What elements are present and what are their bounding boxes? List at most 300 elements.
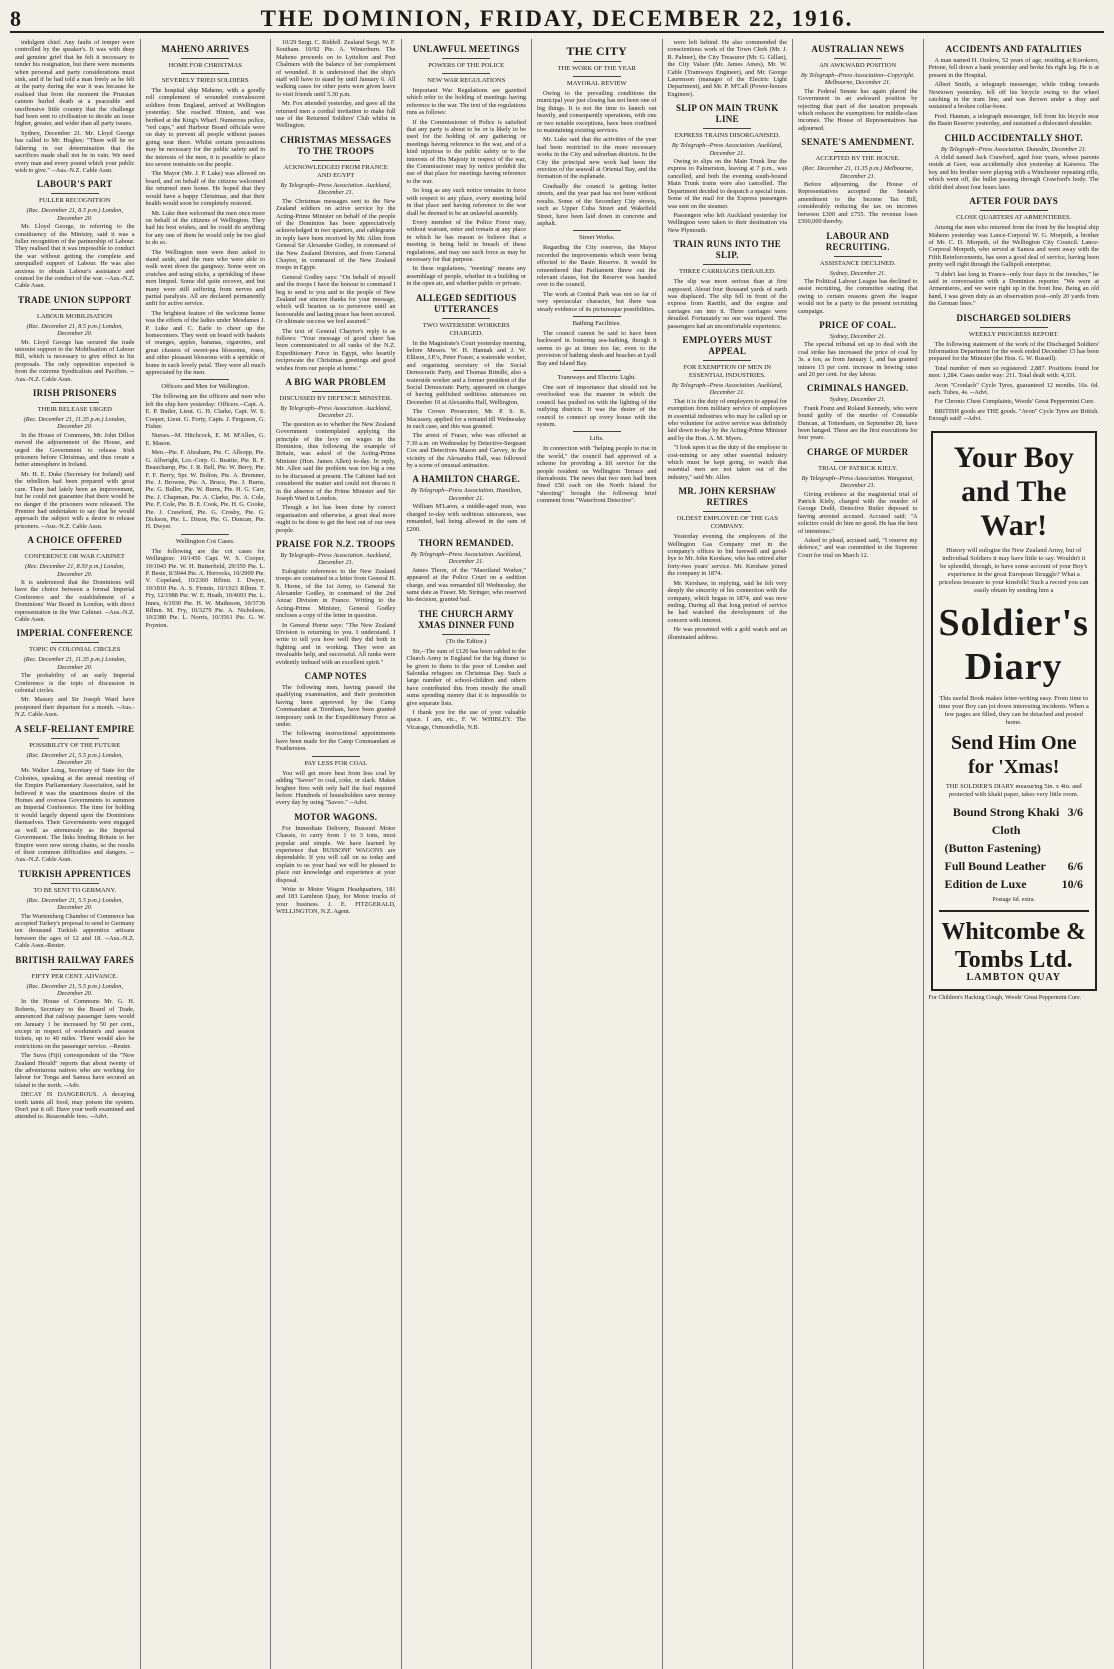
paragraph: James Thorn, of the "Maoriland Worker," appeared at the Police Court on a sedition charge, and was remanded till Wednesday, the same date as Fraser. Mr. Stringer, who reserved his decision, granted bail.: [406, 566, 526, 604]
divider: [312, 160, 360, 161]
article: [537, 370, 657, 428]
paragraph: Important War Regulations are gazetted which refer to the holding of meetings having reference to the war. The text of the regulations runs as follows:: [406, 87, 526, 117]
divider: [703, 360, 751, 361]
divider: [442, 634, 490, 635]
article-body: [276, 198, 396, 372]
paragraph: The Wurtemberg Chamber of Commerce has accepted Turkey's proposal to send to Germany ten thousand Turkish apprentice artisans between the ages of 12 and 18. --Aus.-N.Z. Cable Assn.-Reuter.: [15, 912, 135, 950]
paragraph: One sort of importance that should not be overlooked was the manner in which the council has pushed on with the lighting of the outlying districts. It was the desire of the council to connect up every house with the system.: [537, 384, 657, 429]
article-subheadline: POSSIBILITY OF THE FUTURE: [29, 741, 121, 749]
article-body: [537, 330, 657, 367]
article-body: [537, 90, 657, 227]
paragraph: Mr. H. E. Duke (Secretary for Ireland) said the rebellion had been prepared with great care. There had lately been an improvement, but he could not guarantee that there would be no danger if the prisoners were released. The Premier had undertaken to say that he would approach the subject with a desire to release prisoners. --Aus.-N.Z. Cable Assn.: [15, 470, 135, 530]
article-subheadline: Lifts.: [589, 435, 604, 443]
paragraph: In the Magistrate's Court yesterday morning, before Messrs. W. H. Hannah and J. W. Ellison, J.P.'s, Peter Fraser, a waterside worker, and organising secretary of the Social Democratic Party, and Thomas Brindle, also a waterside worker and a former president of the Social Democratic Party, appeared on charges of having published seditious utterances on December 10 at Alexandra Hall, Wellington.: [406, 339, 526, 406]
paragraph: The Christmas messages sent to the New Zealand soldiers on active service by the Acting-Prime Minister on behalf of the people of the Dominion has been appreciatively acknowledged in two quarters, and cablegrams in reply have been received by Mr. Allen from General Sir Alexander Godley, in command of the New Zealand Division, and from General Chaytor, in command of the New Zealand troops in Egypt.: [276, 197, 396, 272]
paragraph: Mr. Luke said that the activities of the year had been restricted to the more necessary works in the City and suburban districts. In the City the principal new work had been the erection of the seawall at Oriental Bay, and the formation of the esplanade.: [537, 136, 657, 181]
paragraph: You will get more heat from less coal by adding "Savoo" to coal, coke, or slack. Makes brighter fires with only half the fuel required before. Hundreds of householders save money every day by using "Savoo." --Advt.: [276, 769, 396, 807]
article-subheadline: MAYORAL REVIEW: [566, 80, 627, 87]
article-dateline: (Rec. December 21, 8.5 p.m.) London, December 20.: [26, 207, 123, 222]
article-subheadline: NEW WAR REGULATIONS: [427, 77, 506, 84]
article-body: [276, 684, 396, 753]
divider: [573, 370, 621, 371]
article-body: [537, 384, 657, 428]
article-body: [929, 224, 1099, 307]
article-subheadline: WEEKLY PROGRESS REPORT.: [968, 330, 1059, 338]
paragraph: The brightest feature of the welcome home was the efforts of the ladies under Mesdames J. P. Luke and C. Earle to cheer up the homecomers. They went on board with baskets of oranges, apples, bananas, cigarettes, and great clusters of sweet-pea blossoms, roses, and other pleasant blossoms with a sprinkle of home in each lovely petal. They were all much appreciated by the men.: [145, 309, 265, 377]
paragraph: The following instructional appointments have been made for the Camp Commandant at Featherston.: [276, 730, 396, 753]
divider: [312, 756, 360, 757]
article: [668, 335, 788, 481]
advertisement-soldiers-diary: [931, 431, 1097, 992]
divider: [442, 73, 490, 74]
article: [276, 671, 396, 753]
article-dateline: By Telegraph--Press Association. Wanganui, December 21.: [801, 474, 914, 490]
article-headline: CAMP NOTES: [304, 671, 367, 682]
divider: [573, 431, 621, 432]
article-body: [407, 87, 527, 288]
article-headline: SENATE'S AMENDMENT.: [801, 137, 915, 148]
paragraph: The following are the cot cases for Wellington: 10/1450 Capt. W. S. Cooper, 10/1043 Pte. W. H. Butterfield, 29/350 Pte. L. P. Beste, 8/3044 Pte. A. Horrocks, 10/2909 Pte. V. Copeland, 10/2360 Rflmn. J. Dwyer, 10/1810 Pte. A. S. Firmin, 10/1923 Rflmn. T. Fry, 12/1988 Pte. W. E. Heath, 10/4093 Pte. L. Innes, 6/1930 Pte. H. W. Matheson, 10/3736 Rflmn. M. Fry, 10/3279 Pte. A. Nicholson, 10/2380 Pte. L. Norris, 10/3561 Pte. G. W. Poynton.: [145, 547, 265, 629]
article-body: [15, 339, 135, 383]
article-subheadline: Bathing Facilities.: [572, 319, 621, 327]
article-dateline: By Telegraph--Press Association. Auckland, December 21.: [410, 550, 522, 566]
divider: [51, 309, 99, 310]
article: [15, 869, 135, 950]
article-body: [15, 913, 135, 950]
paragraph: The following men, having passed the qualifying examination, and their promotion having been approved by the Camp Commandant at Trentham, have been granted temporary rank in the Expeditionary Force as under.: [276, 684, 396, 729]
ad-headline: Your Boy and The War!: [953, 440, 1074, 542]
article: [407, 538, 527, 604]
paragraph: Mr. Lloyd George, in referring to the constituency of the Ministry, said it was a fuller recognition of the partnership of Labour. They realised that it was impossible to conduct the war without getting the complete and unequalled support of Labour. He was also anxious to obtain Labour's assistance and counsel for the conduct of the war. --Aus.-N.Z. Cable Assn.: [15, 223, 135, 290]
paragraph: Mr. Fox attended yesterday, and gave all the returned men a cordial invitation to make full use of the Returned Soldiers' Club whilst in Wellington.: [276, 100, 396, 130]
article-headline: UNLAWFUL MEETINGS: [412, 44, 520, 54]
article: [407, 293, 527, 470]
article-dateline: Sydney, December 21.: [829, 396, 886, 404]
article: [929, 44, 1099, 128]
article-body: [407, 648, 527, 731]
article-body: [276, 39, 396, 130]
paragraph: Regarding the City reserves, the Mayor recorded the improvements which were being effected to the Basin Reserve. It would be remembered that Parliament threw out the relevant clause, but the Reserve was handed over to the council.: [537, 244, 657, 289]
paragraph: Among the men who returned from the front by the hospital ship Maheno yesterday was Lance-Corporal W. G. Morpeth, a brother of Mr. C. D. Morpeth, of the Wellington City Council. Lance-Corporal Morpeth, who served at Samoa and went away with the Fifth Reinforcements, has seen a good deal of service, having been pretty well right through the Gallipoli enterprise.: [928, 224, 1099, 269]
paragraph: Mr. Luke then welcomed the men once more on behalf of the citizens of Wellington. They had his best wishes, and he could do anything for any one of them he would only be too glad to do so.: [145, 209, 265, 247]
article-dateline: By Telegraph--Press Association. Auckland, December 21.: [280, 181, 392, 197]
divider: [834, 461, 882, 462]
ad-intro: History will eulogise the New Zealand Army, but of individual Soldiers it may have little to say. Wouldn't it be splendid, though, to have some account of your Boy's experience in the great European Struggle? What a priceless treasure to your kinsfolk! Such a record you can easily obtain by sending him a: [938, 546, 1089, 594]
article: [15, 295, 135, 383]
ad-footer-note: For Children's Hacking Cough, Woods' Great Peppermint Cure.: [928, 995, 1082, 1002]
article-body: [146, 393, 266, 530]
paragraph: In these regulations, "meeting" means any assemblage of people, whether in a building or in the open air, and whether public or private.: [406, 265, 526, 288]
article: [15, 39, 135, 174]
article: [146, 44, 266, 376]
article-subheadline: AN AWKWARD POSITION: [819, 62, 897, 69]
article: [929, 133, 1099, 191]
article: [537, 44, 657, 227]
article-headline: MR. JOHN KERSHAW RETIRES: [678, 486, 777, 508]
paragraph: The probability of an early Imperial Conference is the topic of discussion in colonial circles.: [15, 672, 135, 694]
article-headline: CHARGE OF MURDER: [807, 446, 909, 457]
article-dateline: Sydney, December 21.: [829, 332, 886, 340]
paragraph: Giving evidence at the magisterial trial of Patrick Kiely, charged with the murder of George Dodd, Detective Butler deposed to having arrested accused. Accused said: "A solicitor could do him no good. He has the best of intentions.": [798, 490, 918, 535]
article-subheadline: LABOUR MOBILISATION: [36, 312, 113, 320]
price-row: [939, 803, 1089, 839]
price-row: [939, 875, 1089, 893]
article-body: [407, 340, 527, 470]
article: [929, 196, 1099, 307]
paragraph: That it is the duty of employers to appeal for exemption from military service of employees in essential industries who may be called up or who volunteer for active service was definitely laid down to-day by the Acting-Prime Minister and by the Hon. A. M. Myers.: [667, 397, 787, 442]
paragraph: Passengers who left Auckland yesterday for Wellington were taken to their destination via New Plymouth.: [667, 211, 787, 234]
article-body: [407, 567, 527, 604]
article-dateline: (Rec. December 21, 8.5 p.m.) London, December 20.: [26, 322, 123, 338]
article-subheadline: DISCUSSED BY DEFENCE MINISTER.: [279, 395, 392, 403]
divider: [573, 316, 621, 317]
masthead: [10, 6, 1104, 33]
paragraph: General Godley says: "On behalf of myself and the troops I have the honour to command I beg to send to you and to the people of New Zealand our sincere thanks for your message, which will hearten us to persevere until an honourable and lasting peace has been secured. Or ultimate success we feel assured.": [276, 273, 396, 326]
article-headline: SLIP ON MAIN TRUNK LINE: [676, 103, 779, 125]
article-body: [146, 87, 266, 376]
divider: [51, 883, 99, 884]
article: [798, 447, 918, 559]
paragraph: Owing to the prevailing conditions the municipal year just closing has not been one of big things. It is not the time to launch out heavily, and consequently operations, with one or two notable exceptions, have been confined to maintaining existing services.: [537, 90, 657, 135]
article: [15, 388, 135, 530]
article: [668, 39, 788, 98]
article-dateline: (Rec. December 21, 11.35 p.m.) London, December 20.: [23, 656, 126, 671]
price-value: 6/6: [1067, 858, 1083, 873]
article-subheadline: ASSISTANCE DECLINED.: [819, 259, 896, 267]
article: [276, 756, 396, 807]
article-subheadline: ACCEPTED BY THE HOUSE.: [815, 155, 900, 163]
divider: [181, 73, 229, 74]
article-subheadline: THEIR RELEASE URGED: [37, 406, 112, 414]
article-headline: BRITISH RAILWAY FARES: [15, 954, 135, 965]
price-label: Full Bound Leather: [944, 858, 1046, 873]
article-headline: MAHENO ARRIVES: [161, 44, 250, 54]
article-dateline: (Rec. December 21, 5.5 p.m.) London, December 20.: [26, 982, 123, 997]
article-subheadline: FULLER RECOGNITION: [38, 197, 111, 205]
article: [798, 383, 918, 441]
article: [407, 474, 527, 532]
article-headline: ALLEGED SEDITIOUS UTTERANCES: [416, 292, 517, 314]
article-subheadline: HOME FOR CHRISTMAS: [168, 62, 242, 69]
article-headline: TRAIN RUNS INTO THE SLIP.: [673, 239, 782, 261]
article-subheadline: (To the Editor.): [446, 637, 487, 645]
ad-call-to-action: Send Him One for 'Xmas!: [950, 731, 1077, 778]
article-dateline: (Rec. December 21, 8.50 p.m.) London, December 20.: [24, 563, 125, 578]
article-body: [929, 154, 1099, 191]
article-dateline: (Rec. December 21, 11.35 p.m.) Melbourne, December 21.: [802, 165, 914, 180]
article-dateline: By Telegraph--Press Association. Auckland, December 21.: [671, 142, 783, 157]
paragraph: Yesterday evening the employees of the Wellington Gas Company met in the company's offices to bid farewell and good-bye to Mr. John Kershaw, who has retired after forty-two years' service. Mr. Kershaw joined the company in 1874.: [667, 533, 787, 578]
paragraph: "I look upon it as the duty of the employer in cost-mining or any other essential industry which must be kept going, to watch that essential men are not taken out of the industry," said Mr. Allen.: [667, 444, 787, 481]
paragraph: Though a lot has been done by correct organisation and otherwise, a great deal more ought to be done to get the best out of our own people.: [276, 504, 396, 534]
article-body: [15, 223, 135, 290]
article: [15, 955, 135, 1121]
column-7: [793, 39, 924, 1669]
paragraph: If the Commissioner of Police is satisfied that any party is about to be or is likely to be used for the holding of any gathering or meetings having reference to the war, and of a kind injurious to the public safety or to the interests of His Majesty in respect of the war, the Commissioner may by notice prohibit the use of that place for meetings having reference to the war.: [406, 118, 526, 185]
article-headline: THE CHURCH ARMY XMAS DINNER FUND: [418, 608, 515, 630]
divider: [312, 391, 360, 392]
paragraph: Write to Motor Wagon Headquarters, 181 and 183 Lambton Quay, for Motor trucks of your business. J. E. FITZGERALD, WELLINGTON, N.Z. Agent.: [276, 885, 396, 916]
paragraph: Mr. Massey and Sir Joseph Ward have postponed their departure for a month. --Aus.-N.Z. Cable Assn.: [15, 696, 135, 719]
article: [15, 535, 135, 623]
divider: [442, 318, 490, 319]
article-dateline: By Telegraph--Press Association. Auckland, December 21.: [280, 405, 392, 420]
article-body: [15, 767, 135, 863]
divider: [181, 379, 229, 380]
article-subheadline: Street Works.: [578, 234, 615, 242]
divider: [573, 230, 621, 231]
column-8: [924, 39, 1104, 1669]
article-subheadline: TWO WATERSIDE WORKERS CHARGED.: [422, 321, 510, 337]
divider: [980, 327, 1048, 328]
column-5: [532, 39, 663, 1669]
article-body: [15, 432, 135, 530]
paragraph: In General Horne says: "The New Zealand Division is returning to you. I understand. I write to tell you how well they did both in fighting and in working. They were an invaluable help, and successful. All ranks were evidently imbued with an excellent spirit.": [276, 621, 396, 666]
article: [798, 137, 918, 225]
paragraph: For Immediate Delivery, Bussonf Motor Chassis, to carry from 1 to 3 tons, most popular and simple. We have learned by experience that BUSSONF WAGONS are dependable. If you will call on us today and explain to us your haul we will be pleased to place our knowledge and experience at your disposal.: [276, 824, 396, 884]
article-body: [798, 181, 918, 225]
divider: [51, 402, 99, 403]
article: [15, 724, 135, 864]
paragraph: It is understood that the Dominions will have the choice between a formal Imperial Conference and the establishment of a Dominions' War Board in London, with direct representation in the War Cabinet. --Aus.-N.Z. Cable Assn.: [15, 578, 135, 623]
divider: [834, 58, 882, 59]
article-dateline: By Telegraph--Press Association. Dunedin, December 21.: [940, 145, 1087, 153]
paragraph: In the House of Commons Mr. G. H. Roberts, Secretary to the Board of Trade, announced that railway passenger fares would on January 1 be increased by 50 per cent., except in respect of workmen's and season tickets, up to 40 miles. There would also be restrictions on the passenger service. --Reuter.: [15, 998, 135, 1050]
ad-product-name: Soldier's Diary: [938, 601, 1089, 688]
ad-postage: Postage 6d. extra.: [992, 896, 1036, 903]
paragraph: A man named H. Ozslow, 52 years of age, residing at Korokoro, Petone, fell down a bank yesterday and broke his right leg. He is at present in the Hospital.: [928, 57, 1099, 79]
article: [146, 534, 266, 629]
divider: [442, 58, 490, 59]
article-subheadline: THREE CARRIAGES DERAILED.: [678, 268, 776, 276]
article-body: [276, 421, 396, 534]
article: [668, 103, 788, 234]
paragraph: He was presented with a gold watch and an illuminated address.: [667, 626, 787, 641]
divider: [980, 210, 1048, 211]
article-headline: LABOUR AND RECRUITING.: [825, 230, 890, 252]
article-headline: AFTER FOUR DAYS: [969, 196, 1059, 207]
article-headline: CHRISTMAS MESSAGES TO THE TROOPS: [280, 134, 392, 156]
paragraph: Frank Franz and Roland Kennedy, who were found guilty of the murder of Constable Duncan, at Tottenham, on September 28, have been hanged. These are the first executions for four years.: [798, 404, 918, 442]
article-headline: DISCHARGED SOLDIERS: [956, 312, 1071, 323]
article-dateline: (Rec. December 21, 5.5 p.m.) London, December 20.: [26, 896, 123, 912]
paragraph: The special tribunal set up to deal with the coal strike has increased the price of coal by 3s. a ton, as from January 1, and has granted miners 15 per cent. increase in hewing rates and 20 per cent. for day labour.: [798, 341, 918, 378]
paragraph: The work at Central Park was not so far of very spectacular character, but there was steady evidence of its picturesque possibilities.: [537, 290, 657, 313]
article-headline: TURKISH APPRENTICES: [18, 868, 131, 879]
article-subheadline: CONFERENCE OR WAR CABINET: [24, 553, 125, 561]
price-label: (Button Fastening): [944, 840, 1041, 855]
paragraph: The Suva (Fiji) correspondent of the "New Zealand Herald" reports that about twenty of the adventurous natives who are working for labour for Tonga and Samoa have secured an island to the north. --Adv.: [15, 1052, 135, 1089]
divider: [834, 151, 882, 152]
article-subheadline: OLDEST EMPLOYEE OF THE GAS COMPANY.: [676, 515, 778, 531]
article: [537, 230, 657, 313]
price-label: Bound Strong Khaki Cloth: [952, 804, 1060, 837]
article-headline: EMPLOYERS MUST APPEAL: [682, 334, 772, 356]
article-body: [668, 158, 788, 234]
article: [276, 39, 396, 130]
article-body: [798, 278, 918, 315]
paragraph: The Political Labour League has declined to assist recruiting, the committee stating that owing to certain reasons given the league would not be a party to the present recruiting campaign.: [798, 277, 918, 315]
article-subheadline: POWERS OF THE POLICE: [428, 62, 505, 69]
article: [798, 44, 918, 132]
article-subheadline: Officers and Men for Wellington.: [161, 383, 250, 391]
article: [668, 486, 788, 641]
divider: [51, 193, 99, 194]
paragraph: The Wellington men were then asked to stand aside, and the men who were able to walk went down the gangway. Some were on crutches and using sticks, a sprinkling of these men limped. Some did quite recover, and but many were still suffering from nerves and partial paralysis. All are declared permanently unfit for active service.: [145, 248, 265, 308]
article-body: [537, 244, 657, 313]
article-body: [15, 579, 135, 623]
article: [146, 379, 266, 530]
divider: [181, 534, 229, 535]
article-subheadline: ACKNOWLEDGED FROM FRANCE AND EGYPT: [283, 163, 388, 179]
article-subheadline: FOR EXEMPTION OF MEN IN ESSENTIAL INDUSTRIES.: [683, 363, 772, 379]
paragraph: Mr. Kershaw, in replying, said he felt very deeply the sincerity of his connection with the company, which began in 1874, and was now ending. During all that long period of service he had watched the development of the concern with interest.: [667, 579, 787, 624]
paragraph: Fred. Hannan, a telegraph messenger, fell from his bicycle near the Basin Reserve yesterday, and sustained a dislocated shoulder.: [928, 112, 1099, 128]
article-subheadline: PAY LESS FOR COAL: [304, 759, 368, 767]
article-body: [15, 39, 135, 174]
article-subheadline: FIFTY PER CENT. ADVANCE.: [31, 972, 118, 980]
price-label: Edition de Luxe: [944, 876, 1027, 891]
paragraph: Mr. Lloyd George has secured the trade unionist support to the Mobilisation of Labour Bill, which is necessary to give effect to his proposals. The only opposition expected is from the extreme Syndicalists and Pacifists. --Aus.-N.Z. Cable Assn.: [15, 338, 135, 383]
paragraph: Sir,--The sum of £120 has been cabled to the Church Army in England for the big dinner to be given to them to the poor of London and Salonika refugees on Christmas Day. Such a large number of school-children and others have contributed this from mostly the small sums spending money that it is impossible to give separate lists.: [406, 647, 526, 707]
paragraph: In connection with "helping people to rise in the world," the council had approved of a scheme for providing a lift service for the people resident on Wellington Terrace and thereabouts. The news that two men had been fined £50 each on the North Island for "shooting" brought the following brief comment from "Waterfront Detective".: [537, 445, 657, 505]
paragraph: Mr. Walter Long, Secretary of State for the Colonies, speaking at the annual meeting of the Empire Parliamentary Association, said he believed it was the unanimous desire of the Homes and oversea Governments to summon an Imperial Conference. The time for holding it would largely depend upon the Dominions themselves. Their Governments were engaged as well as strenuously as the Imperial Government. The links binding Britain to her Empire were now strong chains, so the results of their common difficulties and dangers. --Aus.-N.Z. Cable Assn.: [15, 767, 135, 864]
paragraph: Avon "Cronlach" Cycle Tyres, guaranteed 12 months. 16s. 6d. each. Tubes, 4s. --Advt.: [928, 381, 1099, 396]
article: [537, 316, 657, 367]
divider: [51, 549, 99, 550]
article-body: [929, 57, 1099, 128]
paragraph: Albert Smith, a telegraph messenger, while riding towards Newtown yesterday, fell off his bicycle owing to the wheel catching in the tram line, and was thrown under a dray and sustained a broken collar-bone.: [928, 81, 1099, 111]
article-dateline: (Rec. December 21, 11.35 p.m.) London, December 20.: [23, 416, 126, 431]
ad-note: THE SOLDIER'S DIARY measuring 5in. x 4in. and protected with khaki paper, takes very little room.: [945, 782, 1082, 798]
paragraph: The question as to whether the New Zealand Government contemplated applying the principle of the levy on wages in the Dominion, thus following the example of Britain, was asked of the Acting-Prime Minister (Hon. James Allen) to-day. In reply, Mr. Allen said the problem was too big a one to be discussed at present. The Cabinet had not considered the matter and could not discuss it in the absence of the Prime Minister and Sir Joseph Ward in London.: [276, 420, 396, 502]
column-3: [271, 39, 402, 1669]
article-headline: CRIMINALS HANGED.: [806, 383, 909, 394]
paragraph: BRITISH goods are THE goods. "Avon" Cycle Tyres are British. Enough said! --Advt.: [928, 407, 1099, 423]
article-body: [668, 533, 788, 641]
article-headline: IRISH PRISONERS: [32, 388, 117, 399]
article: [276, 539, 396, 666]
article-body: [276, 770, 396, 807]
paragraph: Men.--Pte. F. Abraham, Pte. C. Allsopp, Pte. G. Allwright, Lce.-Corp. G. Beattie, Pte. R. F. Beauchamp, Pte. J. R. Bell, Pte. W. Berry, Pte. F. F. Berry, Spr. W. Bolton, Pte. A. Bremner, Pte. J. Browne, Pte. A. Bruce, Pte. J. Burns, Pte. G. Buller, Pte. W. Burns, Pte. H. G. Carr, Pte. J. Chapman, Pte. A. Clarke, Pte. A. Cole, Pte. F. Cole, Pte. B. E. Cook, Pte. H. G. Cooke, Pte. J. Crawford, Pte. G. Crosby, Pte. G. Dickson, Pte. L. Dixon, Pte. G. Duncan, Pte. H. Dwyer.: [145, 449, 265, 531]
article-headline: TRADE UNION SUPPORT: [18, 294, 132, 305]
article-body: [276, 825, 396, 916]
divider: [181, 58, 229, 59]
paragraph: The following statement of the work of the Discharged Soldiers' Information Department for the week ended December 15 has been prepared for the Minister (the Hon. G. W. Russell).: [928, 340, 1099, 363]
article: [668, 239, 788, 330]
article: [276, 135, 396, 372]
paragraph: Before adjourning, the House of Representatives accepted the Senate's amendment to the Income Tax Bill, considerably reducing the tax on incomes between £300 and £755. The revenue loses £500,000 thereby.: [798, 181, 918, 226]
article: [929, 313, 1099, 380]
paragraph: Every member of the Police Force may, without warrant, enter and remain at any place in which he has reason to believe that a meeting is being held in breach of these regulations, and may use such force as may be necessary for that purpose.: [406, 218, 526, 263]
ad-brand-name: Whitcombe & Tombs Ltd.: [939, 910, 1089, 974]
paragraph: Total number of men so registered: 2,887. Positions found for men: 1,284. Cases under way: 211. Total dealt with: 4,331.: [928, 364, 1099, 380]
column-6: [663, 39, 794, 1669]
article-subheadline: EXPRESS TRAINS DISORGANISED.: [674, 132, 781, 140]
article: [537, 431, 657, 504]
article-body: [276, 568, 396, 666]
article-body: [798, 341, 918, 378]
divider: [573, 61, 621, 62]
article-subheadline: TRIAL OF PATRICK KIELY.: [818, 464, 898, 472]
article-headline: LABOUR'S PART: [36, 179, 113, 190]
price-value: 3/6: [1067, 804, 1083, 819]
column-1: [10, 39, 141, 1669]
article-subheadline: CLOSE QUARTERS AT ARMENTIERES.: [956, 214, 1072, 222]
column-2: [141, 39, 272, 1669]
article-body: [929, 382, 1099, 423]
ad-address: LAMBTON QUAY: [966, 972, 1061, 984]
article-dateline: By Telegraph--Press Association. Hamilton, December 21.: [410, 487, 522, 502]
divider: [51, 969, 99, 970]
article-subheadline: TOPIC IN COLONIAL CIRCLES: [29, 646, 121, 654]
paragraph: indulgent chief. Any faults of temper were controlled by the speaker's. It was with deep and genuine grief that he felt it necessary to tender his resignation, but there were moments when personal and party considerations must sink, and if he had told a man freely as he felt at the party during the war it was because he realised that from the moment the Prussian cannon hurled death at a peaceable and unoffensive little country that the challenge had been sent to civilisation to decide an issue higher, greater, and wider than all party issues.: [15, 39, 135, 128]
article-headline: A BIG WAR PROBLEM: [285, 377, 387, 388]
article-dateline: By Telegraph--Press Association. Auckland, December 21.: [280, 551, 392, 567]
article-dateline: (Rec. December 21, 5.5 p.m.) London, December 20.: [26, 751, 123, 767]
paragraph: The text of General Chaytor's reply is as follows: "Your message of good cheer has been communicated to all ranks of the N.Z. Expeditionary Force in Egypt, who heartily reciprocate the Christmas greetings and good wishes from our people at home.": [276, 327, 396, 372]
paragraph: were left behind. He also commended the conscientious work of the Town Clerk (Mr. J. R. Palmer), the City Treasurer (Mr. G. Gillan), the City Valuer (Mr. James Ames), Mr. W. Cable (Tramways Engineer), and Mr. George Laurenson (manager of the Electric Light Department), and Mr. P. M'Call (Power-houses Engineer).: [667, 39, 787, 98]
divider: [703, 128, 751, 129]
paragraph: The hospital ship Maheno, with a goodly roll complement of wounded convalescent soldiers from England, arrived at Wellington yesterday. She reached Hinton, and was berthed at the King's Wharf. Numerous police, "red caps," and Harbour Board officials were on duty to prevent all people without passes going near there. Whilst certain precautions may be necessary for the public safety and in the interests of the men, it is possible to place too severe restraints on the people.: [145, 87, 265, 169]
article-headline: ACCIDENTS AND FATALITIES: [945, 44, 1082, 54]
paragraph: The Crown Prosecutor, Mr. P. S. K. Macassey, applied for a remand till Wednesday in each case, and this was granted.: [406, 408, 526, 431]
masthead-title: THE DOMINION, FRIDAY, DECEMBER 22, 1916.: [260, 6, 854, 31]
article-headline: THORN REMANDED.: [418, 537, 514, 548]
article: [276, 812, 396, 916]
paragraph: Sydney, December 21. Mr. Lloyd George has called to Mr. Hughes: "There will be no faltering in our determination that the sacrifices made shall not be in vain. We need every man and every pound which your public wish to give." --Aus.-N.Z. Cable Assn.: [15, 129, 135, 174]
page-number: 8: [10, 6, 21, 31]
article-dateline: Sydney, December 21.: [829, 269, 886, 277]
columns-container: [10, 39, 1104, 1669]
article-headline: PRAISE FOR N.Z. TROOPS: [276, 538, 396, 549]
article-subheadline: SEVERELY TRIED SOLDIERS: [161, 77, 249, 84]
article: [929, 382, 1099, 423]
article-body: [929, 341, 1099, 380]
price-row: [939, 839, 1089, 857]
article-body: [407, 503, 527, 533]
paragraph: The Federal Senate has again placed the Government in an awkward position by rejecting that part of the taxation proposals which reduces the exemptions for middle-class incomes. The House of Representatives has adjourned.: [798, 87, 918, 132]
article-headline: A HAMILTON CHARGE.: [412, 474, 521, 485]
article-body: [668, 39, 788, 98]
article-body: [15, 998, 135, 1121]
paragraph: 10/29 Sergt. C. Riddell. Zealand Sergt. W. F. Southam. 10/92 Pte. A. Winterburn. The Maheno proceeds on to Lyttelton and Port Chalmers with the balance of her complement of wounded. It is understood that the ship's staff will have to stand by until January 6. All walking cases for other ports were given leave to visit friends until 5.30 p.m.: [276, 39, 396, 98]
paragraph: The following are the officers and men who left the ship here yesterday: Officers.--Capt. A. E. P. Butler, Lieut. G. H. Clarke, Capt. W. S. Cooper, Lieut. G. Forty, Capts. J. Ferguson, G. Fisher.: [145, 393, 265, 431]
article-headline: A CHOICE OFFERED: [27, 535, 123, 546]
article-body: [146, 548, 266, 629]
article-body: [798, 88, 918, 132]
article: [276, 377, 396, 534]
article-body: [537, 445, 657, 504]
article-body: [798, 491, 918, 560]
price-value: 10/6: [1061, 876, 1083, 891]
article-dateline: By Telegraph--Press Association. Auckland, December 21.: [671, 381, 783, 397]
paragraph: A child named Jack Crawford, aged four years, whose parents reside at Gore, was accidentally shot yesterday at Kaiwera. The boy and his brother were playing with a Winchester repeating rifle, which went off, the bullet passing through Crawford's body. The child died about four hours later.: [928, 154, 1099, 191]
article-headline: MOTOR WAGONS.: [294, 811, 378, 822]
article: [798, 320, 918, 378]
paragraph: Owing to slips on the Main Trunk line the express to Palmerston, leaving at 7 p.m., was cancelled, and both the evening south-bound Main Trunk trains were also cancelled. The Department decided to despatch a special train. Some of the mail for the Express passengers was sent on the steamer.: [667, 158, 787, 210]
article-headline: THE CITY: [566, 44, 628, 58]
article-subheadline: Tramways and Electric Light.: [557, 374, 636, 381]
paragraph: I thank you for the use of your valuable space. I am, etc., F. W. WHIBLEY. The Vicarage, Ormondville, N.B.: [406, 709, 526, 731]
divider: [51, 642, 99, 643]
article-body: [668, 278, 788, 330]
article: [407, 609, 527, 731]
article-subheadline: TO BE SENT TO GERMANY.: [33, 886, 117, 894]
article-body: [668, 398, 788, 481]
paragraph: The council cannot be said to have been backward in fostering sea-bathing, though it seems to go at times too far, even to the provision of bathing sheds and beaches at Lyall Bay and Island Bay.: [537, 329, 657, 367]
article: [15, 628, 135, 718]
